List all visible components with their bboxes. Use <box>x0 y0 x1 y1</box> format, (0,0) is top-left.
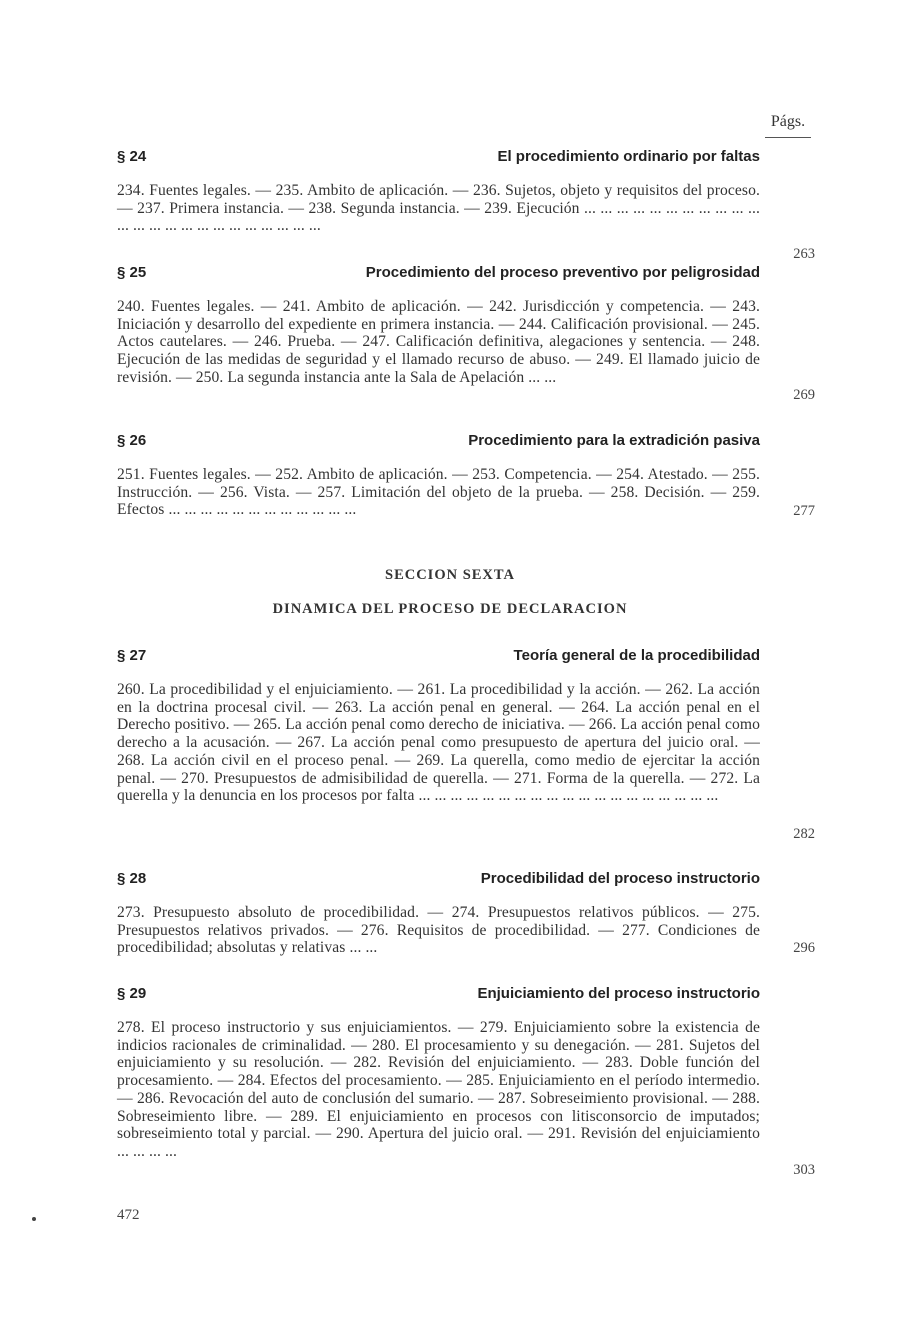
toc-entry-29 <box>117 985 760 1161</box>
section-contents: 251. Fuentes legales. — 252. Ambito de aplicación. — 253. Competencia. — 254. Atestado. — 255. Instrucción. — 256. Vista. — 257. Limitación del objeto de la prueba. — 258. Decisión. — 259. Efectos ... ... ... ... ... ... ... ... ... ... ... ... <box>117 466 760 519</box>
section-contents: 234. Fuentes legales. — 235. Ambito de aplicación. — 236. Sujetos, objeto y requisitos del proceso. — 237. Primera instancia. — 238. Segunda instancia. — 239. Ejecución ... ... ... ... ... ... ... ... ... ... ... ... ... ... ... ... ... ... ... ... ... ... ... ... <box>117 182 760 235</box>
section-title: El procedimiento ordinario por faltas <box>497 148 760 165</box>
footer-page-number: 472 <box>117 1207 140 1223</box>
page-number: 303 <box>793 1162 815 1178</box>
section-number: § 25 <box>117 264 147 281</box>
toc-entry-24 <box>117 148 760 235</box>
toc-entry-26 <box>117 432 760 519</box>
section-number: § 29 <box>117 985 147 1002</box>
toc-entry-25 <box>117 264 760 387</box>
pags-header: Págs. <box>765 113 811 138</box>
section-title: Procedibilidad del proceso instructorio <box>480 870 760 887</box>
section-contents: 260. La procedibilidad y el enjuiciamiento. — 261. La procedibilidad y la acción. — 262. La acción en la doctrina procesal civil. — 263. La acción penal en general. — 264. La acción penal en el Derecho positivo. — 265. La acción penal como derecho de iniciativa. — 266. La acción penal como derecho a la acusación. — 267. La acción penal como presupuesto de apertura del juicio oral. — 268. La acción civil en el proceso penal. — 269. La querella, como medio de ejercitar la acción penal. — 270. Presupuestos de admisibilidad de querella. — 271. Forma de la querella. — 272. La querella y la denuncia en los procesos por falta ... ... ... ... ... ... ... ... ... ... ... ... ... ... ... ... ... ... ... <box>117 681 760 805</box>
section-title: Procedimiento del proceso preventivo por peligrosidad <box>365 264 760 281</box>
section-contents: 273. Presupuesto absoluto de procedibilidad. — 274. Presupuestos relativos públicos. — 275. Presupuestos relativos privados. — 276. Requisitos de procedibilidad. — 277. Condiciones de procedibilidad; absolutas y relativas ... ... <box>117 904 760 957</box>
toc-entry-28 <box>117 870 760 957</box>
section-number: § 28 <box>117 870 147 887</box>
section-heading: SECCION SEXTA <box>385 567 515 583</box>
page-number: 282 <box>793 826 815 842</box>
toc-entry-27 <box>117 647 760 805</box>
section-number: § 24 <box>117 148 147 165</box>
page-number: 263 <box>793 246 815 262</box>
section-number: § 26 <box>117 432 147 449</box>
section-title: Procedimiento para la extradición pasiva <box>468 432 760 449</box>
page-number: 269 <box>793 387 815 403</box>
section-contents: 278. El proceso instructorio y sus enjuiciamientos. — 279. Enjuiciamiento sobre la existencia de indicios racionales de criminalidad. — 280. El procesamiento y su denegación. — 281. Sujetos del enjuiciamiento y su resolución. — 282. Revisión del enjuiciamiento. — 283. Doble función del procesamiento. — 284. Efectos del procesamiento. — 285. Enjuiciamiento en el período intermedio. — 286. Revocación del auto de conclusión del sumario. — 287. Sobreseimiento provisional. — 288. Sobreseimiento libre. — 289. El enjuiciamiento en procesos con litisconsorcio de imputados; sobreseimiento total y parcial. — 290. Apertura del juicio oral. — 291. Revisión del enjuiciamiento ... ... ... ... <box>117 1019 760 1160</box>
page-number: 296 <box>793 940 815 956</box>
page-number: 277 <box>793 503 815 519</box>
margin-dot <box>32 1217 36 1221</box>
section-contents: 240. Fuentes legales. — 241. Ambito de aplicación. — 242. Jurisdicción y competencia. — 243. Iniciación y desarrollo del expediente en primera instancia. — 244. Calificación provisional. — 245. Actos cautelares. — 246. Prueba. — 247. Calificación definitiva, alegaciones y sentencia. — 248. Ejecución de las medidas de seguridad y el llamado recurso de abuso. — 249. El llamado juicio de revisión. — 250. La segunda instancia ante la Sala de Apelación ... ... <box>117 298 760 386</box>
section-title: Teoría general de la procedibilidad <box>513 647 760 664</box>
section-number: § 27 <box>117 647 147 664</box>
section-title: Enjuiciamiento del proceso instructorio <box>477 985 760 1002</box>
section-subheading: DINAMICA DEL PROCESO DE DECLARACION <box>272 601 628 617</box>
